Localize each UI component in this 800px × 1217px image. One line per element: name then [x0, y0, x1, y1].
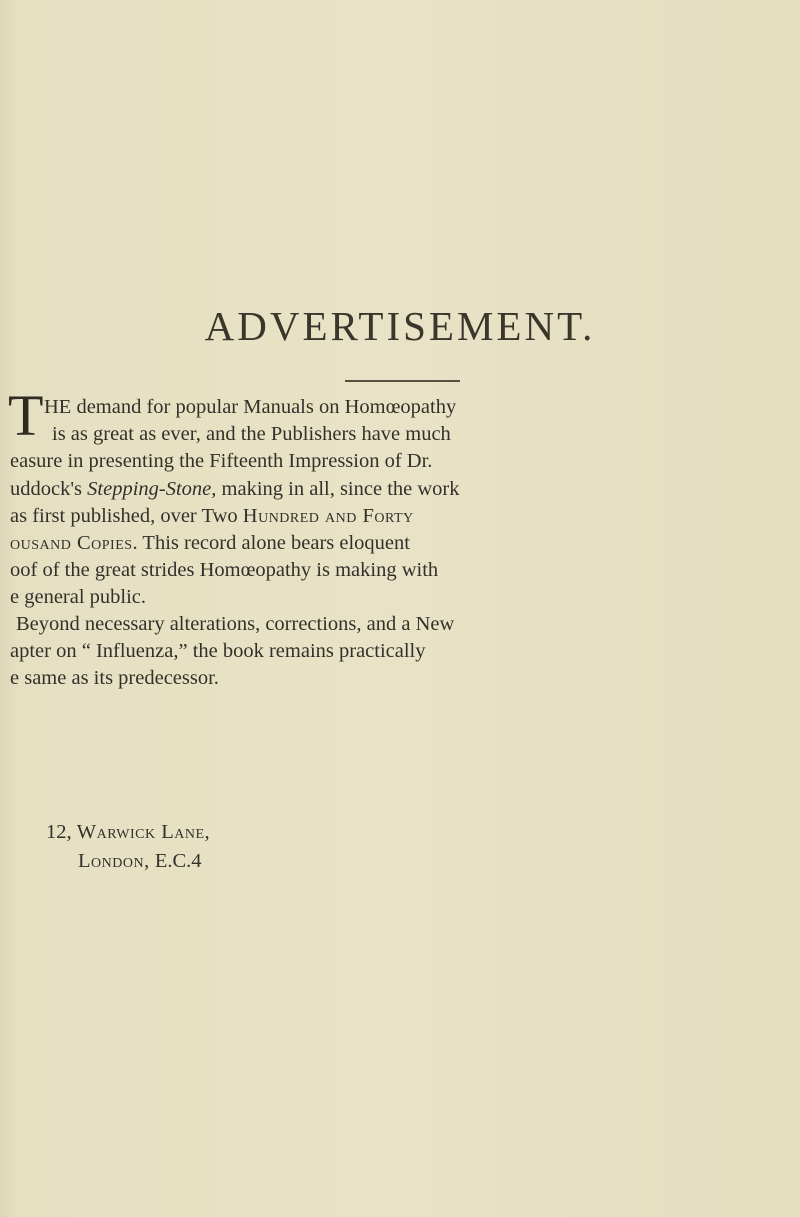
street-name: Warwick Lane, [76, 821, 211, 843]
title-rule [345, 380, 460, 382]
address-line-1 [46, 818, 210, 847]
text-line: HE demand for popular Manuals on Homœopathy [44, 396, 457, 418]
text-line: apter on “ Influenza,” the book remains practically [10, 640, 426, 663]
text-line: oof of the great strides Homœopathy is making with [10, 559, 439, 582]
text-fragment: as first published, over Two [10, 504, 243, 527]
paragraph-2 [10, 611, 790, 693]
text-fragment: making in all, since the work [216, 477, 460, 500]
text-fragment: uddock's [10, 477, 88, 500]
small-caps-text: ousand [10, 531, 77, 554]
postcode: E.C.4 [149, 850, 202, 872]
text-line [10, 503, 790, 530]
paragraph-1 [8, 383, 790, 612]
text-line [10, 476, 790, 503]
street-number: 12, [46, 821, 77, 843]
drop-cap: T [8, 383, 44, 448]
text-line [10, 530, 790, 557]
publisher-address [46, 818, 210, 876]
text-line: is as great as ever, and the Publishers have much [52, 423, 451, 446]
text-line: Beyond necessary alterations, corrections, and a New [16, 613, 455, 635]
text-line: e general public. [10, 586, 147, 609]
city: London, [78, 850, 150, 872]
small-caps-text: Hundred and Forty [242, 504, 414, 527]
text-line: e same as its predecessor. [10, 667, 219, 690]
small-caps-text: Copies [76, 531, 133, 554]
address-line-2 [46, 847, 210, 876]
text-fragment: . This record alone bears eloquent [132, 531, 410, 554]
text-line: easure in presenting the Fifteenth Impression of Dr. [10, 450, 433, 473]
book-title: Stepping-Stone, [87, 477, 217, 500]
page-title: ADVERTISEMENT. [204, 303, 596, 349]
